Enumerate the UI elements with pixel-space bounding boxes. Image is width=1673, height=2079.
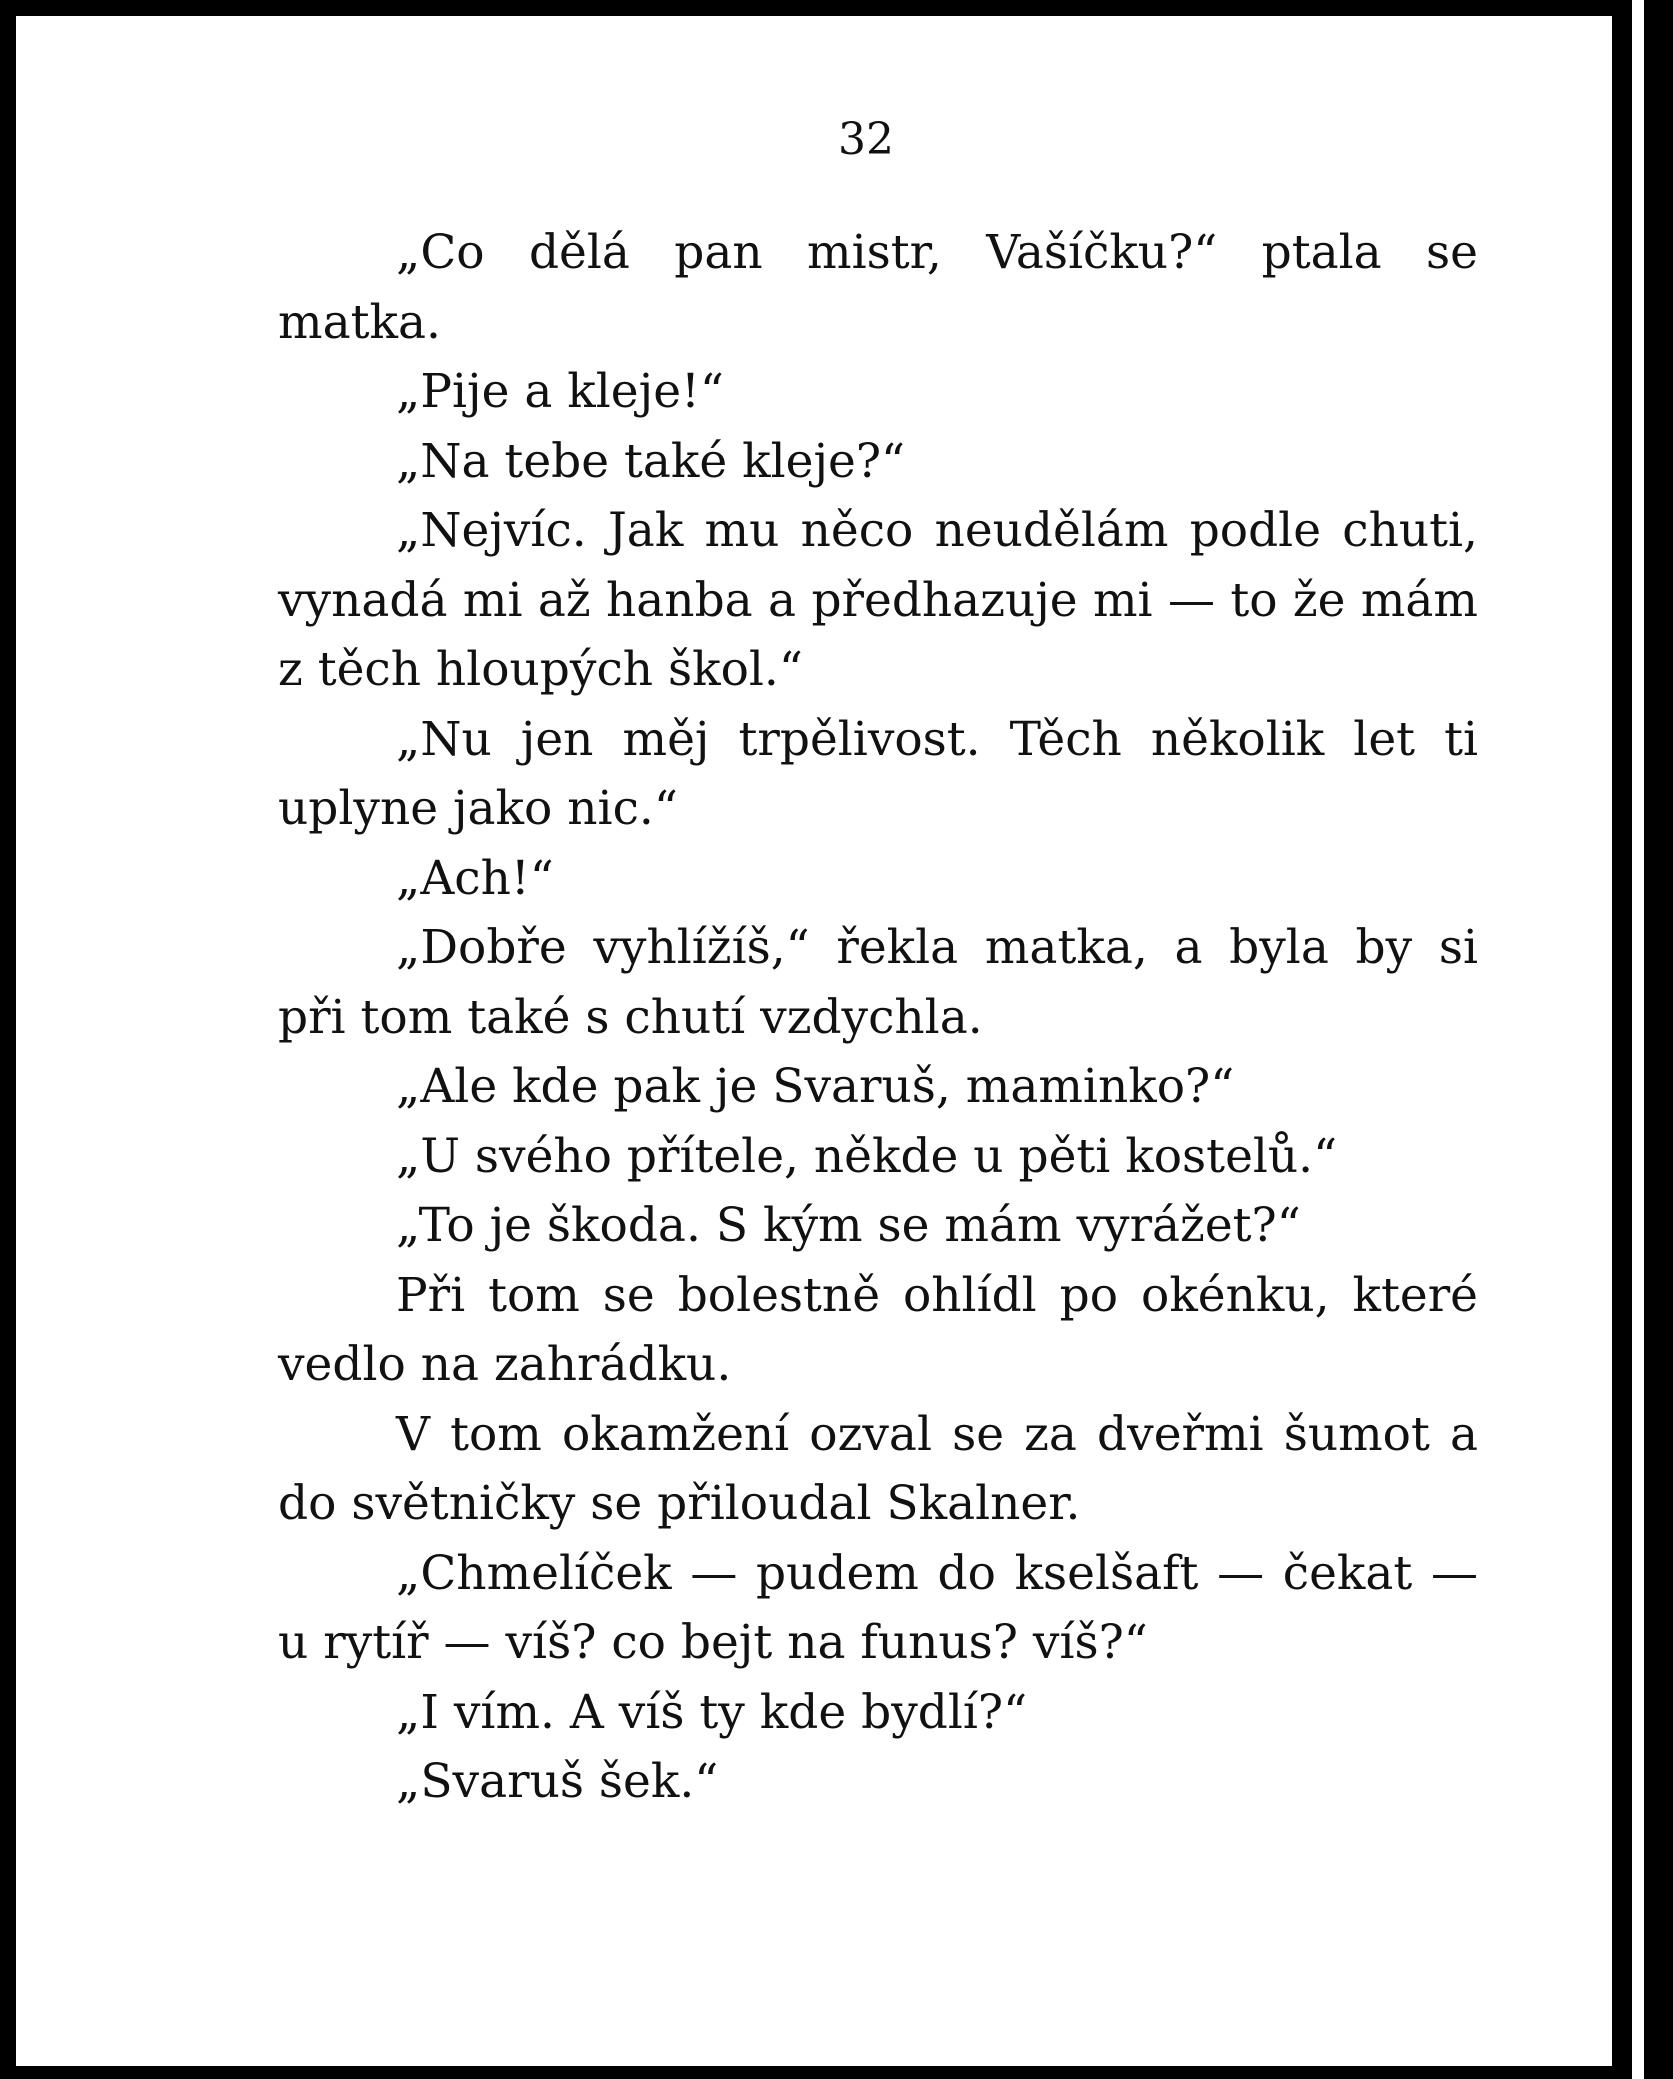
paragraph: „Co dělá pan mistr, Vašíčku?“ ptala se matka.	[278, 225, 1478, 350]
paragraph: „Ach!“	[396, 850, 554, 906]
paragraph: „Na tebe také kleje?“	[396, 433, 906, 489]
paragraph: „Ale kde pak je Svaruš, maminko?“	[396, 1059, 1235, 1114]
book-page	[16, 16, 1612, 2066]
paragraph: „Pije a kleje!“	[396, 364, 724, 419]
paragraph: „Nu jen měj trpělivost. Těch několik let ti uplyne jako nic.“	[278, 711, 1478, 836]
paragraph: V tom okamžení ozval se za dveřmi šumot a do světničky se přiloudal Skalner.	[278, 1406, 1478, 1531]
paragraph: „To je škoda. S kým se mám vyrážet?“	[396, 1198, 1301, 1253]
paragraph: „Nejvíc. Jak mu něco neudělám podle chuti, vynadá mi až hanba a předhazuje mi — to že mám z těch hloupých škol.“	[278, 503, 1478, 697]
paragraph: Při tom se bolestně ohlídl po okénku, které vedlo na zahrádku.	[278, 1267, 1478, 1392]
paragraph: „U svého přítele, někde u pěti kostelů.“	[396, 1128, 1338, 1184]
adjacent-page-edge	[1632, 0, 1644, 2079]
page-number: 32	[838, 114, 894, 165]
paragraph: „Chmelíček — pudem do kselšaft — čekat — u rytíř — víš? co bejt na funus? víš?“	[278, 1545, 1478, 1670]
body-text	[278, 218, 1478, 1817]
paragraph: „I vím. A víš ty kde bydlí?“	[396, 1684, 1028, 1740]
paragraph: „Svaruš šek.“	[396, 1754, 719, 1809]
paragraph: „Dobře vyhlížíš,“ řekla matka, a byla by si při tom také s chutí vzdychla.	[278, 920, 1478, 1045]
